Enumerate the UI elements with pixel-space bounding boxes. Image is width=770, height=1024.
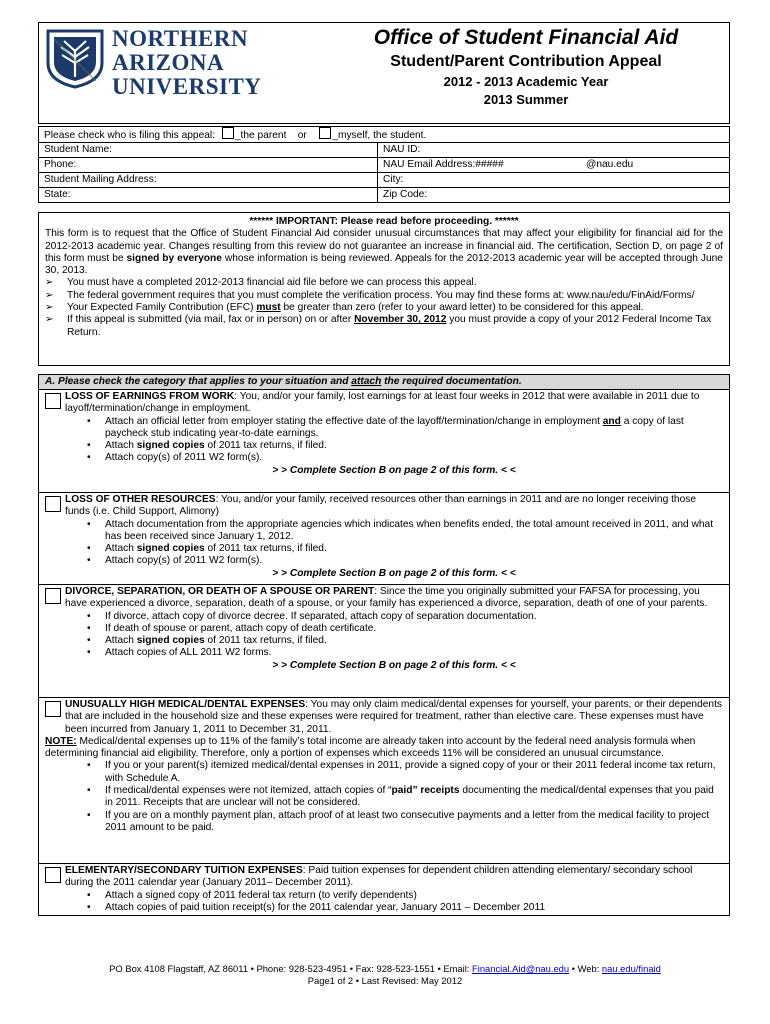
loss-of-earnings-checkbox[interactable]: [45, 393, 61, 409]
loss-of-resources-checkbox[interactable]: [45, 496, 61, 512]
page-title: Office of Student Financial Aid: [373, 26, 679, 49]
list-item: • Attach copy(s) of 2011 W2 form(s).: [87, 452, 263, 464]
name-row: [39, 142, 729, 157]
category-divorce-separation-death: [39, 585, 729, 698]
web-link[interactable]: nau.edu/finaid: [601, 963, 661, 974]
list-item: • If death of spouse or parent, attach copy of death certificate.: [87, 622, 377, 634]
arrow-icon: ➢: [45, 289, 54, 301]
parent-label: _the parent: [234, 130, 287, 141]
zip-field[interactable]: Zip Code:: [383, 189, 428, 200]
list-item: • If divorce, attach copy of divorce decree. If separated, attach copy of separation documentation.: [87, 610, 537, 622]
divorce-separation-death-checkbox[interactable]: [45, 588, 61, 604]
list-item: • Attach signed copies of 2011 tax returns, if filed.: [87, 543, 327, 555]
list-item: • Attach documentation from the appropriate agencies which indicates when benefits ended, the total amount received in 2011, and what has been received since January 1, 2012.: [87, 518, 714, 542]
category-tuition-expenses: [39, 864, 729, 916]
complete-section-b-note: > > Complete Section B on page 2 of this form. < <: [272, 464, 516, 476]
category-text: DIVORCE, SEPARATION, OR DEATH OF A SPOUSE OR PARENT: Since the time you originally submitted your FAFSA for processing, you have experienced a divorce, separation, death of a spouse, or your family has experienced a divorce, separation, death of one of your parents.: [65, 586, 708, 610]
list-item: • Attach signed copies of 2011 tax returns, if filed.: [87, 440, 327, 452]
filer-cell: [39, 127, 426, 142]
complete-section-b-note: > > Complete Section B on page 2 of this form. < <: [272, 567, 516, 579]
category-loss-of-earnings: [39, 390, 729, 493]
term: 2013 Summer: [483, 92, 569, 107]
list-item: • Attach signed copies of 2011 tax returns, if filed.: [87, 635, 327, 647]
phone-field[interactable]: Phone:: [39, 158, 378, 172]
category-text: UNUSUALLY HIGH MEDICAL/DENTAL EXPENSES: You may only claim medical/dental expenses for yourself, your parents, or their dependents that are included in the household size and these expenses were required for treatment, rather than elective care. These expenses must have been incurred from January 1, 2011 to December 31, 2011.: [65, 699, 722, 735]
category-medical-dental: [39, 698, 729, 864]
list-item: • Attach copies of paid tuition receipt(s) for the 2011 calendar year, January 2011 – December 2011: [87, 901, 546, 913]
medical-dental-checkbox[interactable]: [45, 701, 61, 717]
footer-contact: PO Box 4108 Flagstaff, AZ 86011 • Phone: 928-523-4951 • Fax: 928-523-1551 • Email: Financial.Aid@nau.edu • Web: nau.edu/finaid: [109, 963, 661, 974]
list-item: • If you are on a monthly payment plan, attach proof of at least two consecutive payments and a letter from the medical facility to project 2011 amount to be paid.: [87, 809, 710, 833]
list-item: • Attach an official letter from employer stating the effective date of the layoff/termination/change in employment and a copy of last paycheck stub indicating year-to-date earnings.: [87, 415, 684, 439]
address-row: [39, 172, 729, 187]
section-a: [38, 374, 730, 916]
or-label: or: [297, 130, 307, 141]
notice-item: ➢ If this appeal is submitted (via mail, fax or in person) on or after November 30, 2012 you must provide a copy of your 2012 Federal Income Tax Return.: [45, 314, 712, 338]
form-subtitle: Student/Parent Contribution Appeal: [390, 53, 662, 70]
student-name-field[interactable]: Student Name:: [39, 143, 378, 157]
nau-id-field[interactable]: NAU ID:: [383, 144, 421, 155]
self-checkbox[interactable]: [319, 127, 331, 139]
student-info-table: [38, 126, 730, 203]
email-field[interactable]: [378, 158, 729, 172]
city-field[interactable]: City:: [383, 174, 404, 185]
important-heading: ****** IMPORTANT: Please read before proceeding. ******: [249, 216, 519, 227]
medical-note: NOTE: Medical/dental expenses up to 11% of the family’s total income are already taken into account by the federal need analysis formula when determining financial aid eligibility. Therefore, only a portion of expenses which exceeds 11% will be considered an unusual circumstance.: [45, 735, 696, 760]
notice-item: ➢ Your Expected Family Contribution (EFC) must be greater than zero (refer to your award letter) to be considered for this appeal.: [45, 302, 644, 314]
uni-line-3: UNIVERSITY: [112, 74, 262, 99]
section-a-heading: A. Please check the category that applies to your situation and attach the required documentation.: [39, 375, 729, 390]
footer-page-info: Page1 of 2 • Last Revised: May 2012: [307, 975, 463, 986]
state-row: [39, 187, 729, 202]
category-text: LOSS OF EARNINGS FROM WORK: You, and/or your family, lost earnings for at least four weeks in 2012 that were available in 2011 due to layoff/termination/change in employment.: [65, 391, 700, 415]
email-domain: @nau.edu: [586, 159, 634, 170]
phone-row: [39, 157, 729, 172]
arrow-icon: ➢: [45, 277, 54, 289]
list-item: • If medical/dental expenses were not itemized, attach copies of “paid” receipts documenting the medical/dental expenses that you paid in 2011. Receipts that are unclear will not be considered.: [87, 785, 714, 809]
arrow-icon: ➢: [45, 302, 54, 314]
category-loss-of-resources: [39, 493, 729, 585]
notice-item: ➢ You must have a completed 2012-2013 financial aid file before we can process this appeal.: [45, 277, 477, 289]
parent-checkbox[interactable]: [222, 127, 234, 139]
nau-seal-icon: [44, 27, 106, 89]
important-paragraph: This form is to request that the Office of Student Financial Aid consider unusual circumstances that may affect your eligibility for financial aid for the 2012-2013 academic year. Changes resulting from this review do not guarantee an increase in financial aid. The certification, Section D, on page 2 of this form must be signed by everyone whose information is being reviewed. Appeals for the 2012-2013 academic year will be accepted through June 30, 2013.: [45, 228, 723, 277]
university-name: [112, 27, 261, 99]
list-item: • Attach copies of ALL 2011 W2 forms.: [87, 647, 272, 659]
list-item: • Attach a signed copy of 2011 federal tax return (to verify dependents): [87, 889, 417, 901]
complete-section-b-note: > > Complete Section B on page 2 of this form. < <: [272, 659, 516, 671]
category-text: LOSS OF OTHER RESOURCES: You, and/or your family, received resources other than earnings in 2011 and are no longer receiving those funds (i.e. Child Support, Alimony): [65, 494, 697, 518]
list-item: • If you or your parent(s) itemized medical/dental expenses in 2011, provide a signed copy of your or their 2011 federal income tax return, with Schedule A.: [87, 760, 716, 784]
email-label: NAU Email Address:#####: [383, 159, 504, 170]
self-label: _myself, the student.: [332, 130, 427, 141]
academic-year: 2012 - 2013 Academic Year: [443, 74, 609, 89]
uni-line-2: ARIZONA: [112, 50, 225, 75]
filer-row: [39, 127, 729, 142]
category-text: ELEMENTARY/SECONDARY TUITION EXPENSES: Paid tuition expenses for dependent children attending elementary/ secondary school during the 2011 calendar year (January 2011– December 2011).: [65, 865, 693, 889]
list-item: • Attach copy(s) of 2011 W2 form(s).: [87, 555, 263, 567]
notice-item: ➢ The federal government requires that you must complete the verification process. You may find these forms at: www.nau/edu/FinAid/Forms/: [45, 289, 695, 301]
tuition-expenses-checkbox[interactable]: [45, 867, 61, 883]
state-field[interactable]: State:: [39, 188, 378, 202]
mailing-address-field[interactable]: Student Mailing Address:: [39, 173, 378, 187]
email-link[interactable]: Financial.Aid@nau.edu: [472, 963, 570, 974]
filer-prompt: Please check who is filing this appeal:: [44, 130, 216, 141]
arrow-icon: ➢: [45, 314, 54, 326]
uni-line-1: NORTHERN: [112, 26, 249, 51]
important-notice: [38, 212, 730, 366]
